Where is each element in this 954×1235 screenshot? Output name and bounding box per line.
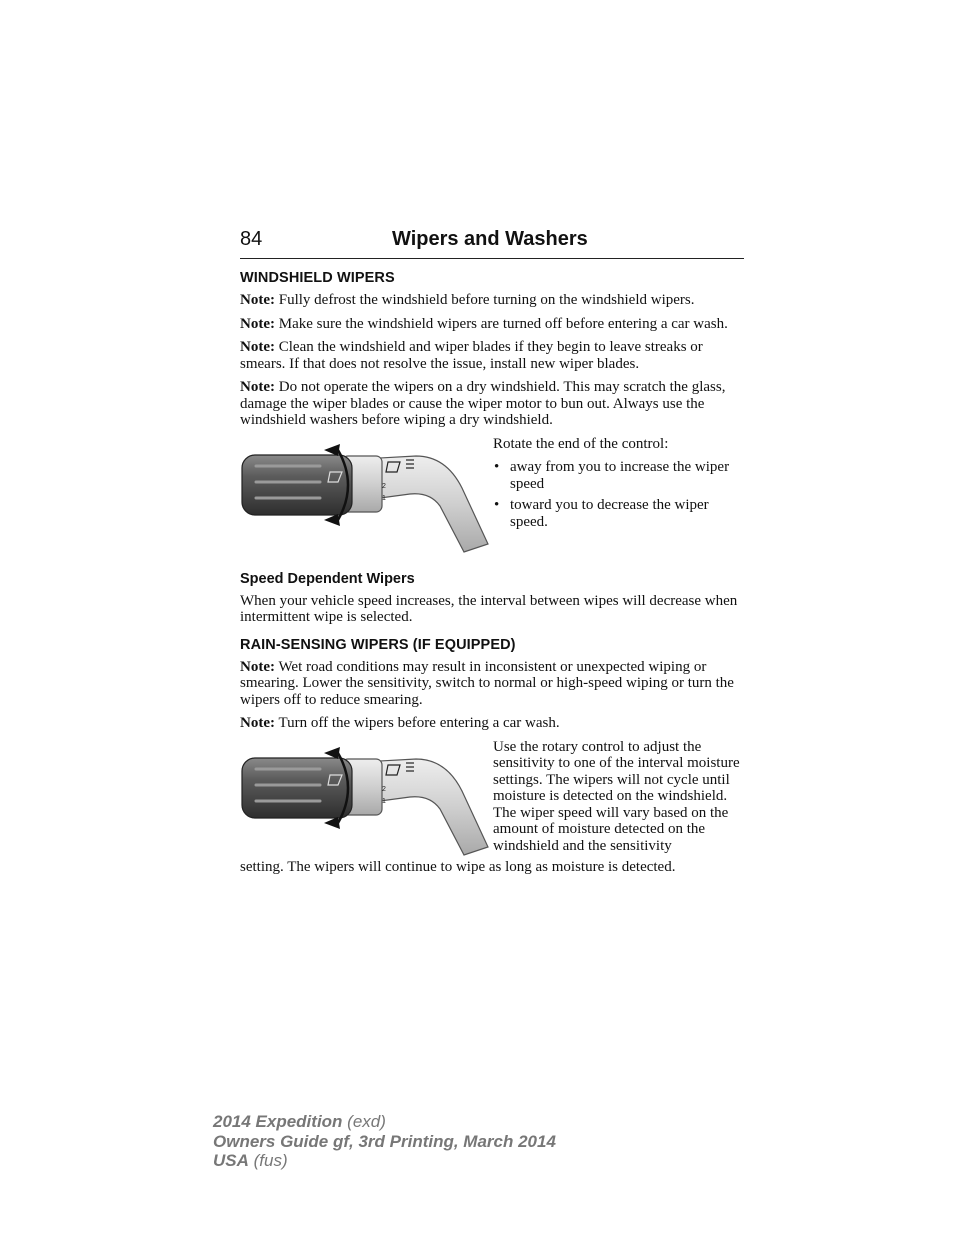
rotate-away-arrow-icon (324, 747, 340, 759)
page-header (240, 228, 744, 259)
rotate-toward-arrow-icon (324, 514, 340, 526)
rain-side-paragraph: Use the rotary control to adjust the sensitivity to one of the interval moisture settings. The wipers will not cycle until moisture is detected on the windshield. The wiper speed will vary based on the amount of moisture detected on the windshield and the sensitivity (493, 738, 740, 854)
rotate-bullet-list (493, 459, 744, 530)
svg-text:2: 2 (382, 482, 386, 490)
note-paragraph: Note: Wet road conditions may result in inconsistent or unexpected wiping or smearing. Lower the sensitivity, switch to normal or high-speed wiping or turn the wipers off to reduce smearing. (240, 658, 734, 708)
rain-continuation-paragraph: setting. The wipers will continue to wipe as long as moisture is detected. (240, 858, 676, 875)
list-item: • away from you to increase the wiper speed (493, 459, 744, 492)
list-item: • toward you to decrease the wiper speed. (493, 497, 744, 530)
footer-region-line: USA (fus) (213, 1151, 288, 1170)
rain-sensing-instructions (493, 739, 744, 859)
rotate-intro: Rotate the end of the control: (493, 435, 669, 452)
chapter-title: Wipers and Washers (392, 228, 588, 250)
manual-page (240, 228, 744, 882)
speed-paragraph: When your vehicle speed increases, the interval between wipes will decrease when intermittent wipe is selected. (240, 592, 738, 625)
rotate-toward-arrow-icon (324, 817, 340, 829)
note-paragraph: Note: Clean the windshield and wiper blades if they begin to leave streaks or smears. If that does not resolve the issue, install new wiper blades. (240, 339, 703, 372)
page-number: 84 (240, 228, 263, 250)
note-paragraph: Note: Make sure the windshield wipers are turned off before entering a car wash. (240, 315, 728, 332)
rotate-instructions (493, 436, 744, 556)
footer-guide-line: Owners Guide gf, 3rd Printing, March 2014 (213, 1131, 556, 1151)
subsection-title-speed-dependent: Speed Dependent Wipers (240, 570, 415, 587)
svg-text:1: 1 (382, 494, 386, 502)
note-paragraph: Note: Turn off the wipers before entering a car wash. (240, 715, 560, 731)
section-title-rain-sensing: RAIN-SENSING WIPERS (IF EQUIPPED) (240, 636, 516, 653)
section-title-windshield-wipers: WINDSHIELD WIPERS (240, 270, 395, 286)
note-paragraph: Note: Do not operate the wipers on a dry windshield. This may scratch the glass, damage the wiper blades or cause the wiper motor to bun out. Always use the windshield washers before wiping a dry windshield. (240, 379, 726, 428)
wiper-control-row (240, 436, 744, 556)
rain-sensing-stalk-illustration (240, 739, 490, 859)
note-paragraph: Note: Fully defrost the windshield before turning on the windshield wipers. (240, 292, 695, 308)
rotate-away-arrow-icon (324, 444, 340, 456)
svg-text:2: 2 (382, 785, 386, 793)
footer-model-line: 2014 Expedition (exd) (213, 1112, 386, 1131)
rain-sensing-row (240, 739, 744, 859)
page-footer (213, 1112, 556, 1171)
svg-text:1: 1 (382, 797, 386, 805)
wiper-stalk-illustration (240, 436, 490, 556)
